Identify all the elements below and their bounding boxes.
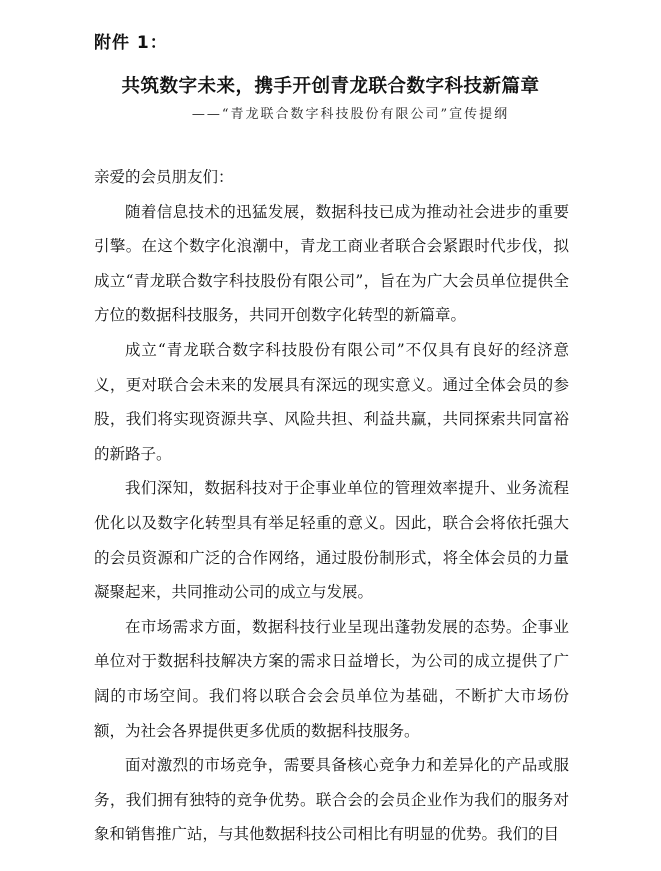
paragraph: 随着信息技术的迅猛发展，数据科技已成为推动社会进步的重要引擎。在这个数字化浪潮中，青龙工商业者联合会紧跟时代步伐，拟成立“青龙联合数字科技股份有限公司”，旨在为广大会员单位提供全方位的数据科技服务，共同开创数字化转型的新篇章。 — [94, 202, 569, 325]
paragraph: 在市场需求方面，数据科技行业呈现出蓬勃发展的态势。企事业单位对于数据科技解决方案的需求日益增长，为公司的成立提供了广阔的市场空间。我们将以联合会会员单位为基础，不断扩大市场份额，为社会各界提供更多优质的数据科技服务。 — [94, 617, 569, 740]
greeting: 亲爱的会员朋友们： — [94, 168, 234, 186]
document-title: 共筑数字未来，携手开创青龙联合数字科技新篇章 — [121, 76, 540, 97]
document-subtitle: ——“青龙联合数字科技股份有限公司”宣传提纲 — [191, 107, 510, 122]
paragraph: 成立“青龙联合数字科技股份有限公司”不仅具有良好的经济意义，更对联合会未来的发展具有深远的现实意义。通过全体会员的参股，我们将实现资源共享、风险共担、利益共赢，共同探索共同富裕的新路子。 — [94, 340, 569, 463]
attachment-label: 附件 1： — [94, 33, 168, 53]
paragraph: 面对激烈的市场竞争，需要具备核心竞争力和差异化的产品或服务，我们拥有独特的竞争优势。联合会的会员企业作为我们的服务对象和销售推广站，与其他数据科技公司相比有明显的优势。我们的目 — [94, 756, 569, 844]
document-body — [94, 160, 569, 852]
paragraph: 我们深知，数据科技对于企事业单位的管理效率提升、业务流程优化以及数字化转型具有举足轻重的意义。因此，联合会将依托强大的会员资源和广泛的合作网络，通过股份制形式，将全体会员的力量凝聚起来，共同推动公司的成立与发展。 — [94, 479, 569, 602]
